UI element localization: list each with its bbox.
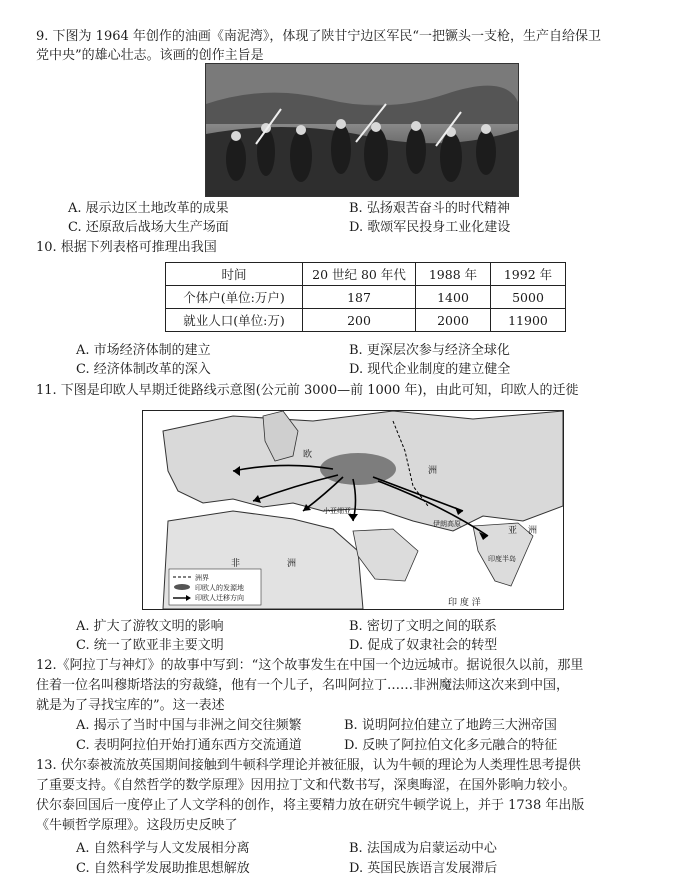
nanniwan-painting — [205, 63, 519, 197]
map-label-asia: 洲 — [428, 466, 438, 476]
table-cell: 5000 — [491, 286, 566, 309]
q10-option-b: B. 更深层次参与经济全球化 — [349, 343, 510, 358]
map-label-iran: 伊朗高原 — [433, 520, 461, 528]
q13-stem-line3: 伏尔泰回国后一度停止了人文学科的创作，将主要精力放在研究牛顿学说上，并于 1738 年出版 — [36, 798, 585, 813]
table-cell: 200 — [303, 309, 416, 332]
table-cell: 11900 — [491, 309, 566, 332]
q12-option-b: B. 说明阿拉伯建立了地跨三大洲帝国 — [344, 718, 557, 733]
map-label-asia2: 亚 — [508, 526, 518, 536]
q9-option-a: A. 展示边区土地改革的成果 — [68, 201, 229, 216]
q9-stem-line2: 党中央”的雄心壮志。该画的创作主旨是 — [36, 48, 264, 63]
table-header-cell: 1992 年 — [491, 263, 566, 286]
map-legend — [169, 569, 261, 605]
table-cell: 就业人口(单位:万) — [166, 309, 303, 332]
legend-origin: 印欧人的发源地 — [195, 584, 244, 592]
q13-stem-line4: 《牛顿哲学原理》。这段历史反映了 — [36, 818, 238, 833]
legend-border: 洲界 — [195, 574, 209, 582]
table-row — [166, 309, 566, 332]
employment-table — [165, 262, 566, 332]
map-label-asia-minor: 小亚细亚 — [323, 507, 351, 515]
q13-option-c: C. 自然科学发展助推思想解放 — [76, 861, 250, 876]
q9-option-d: D. 歌颂军民投身工业化建设 — [349, 220, 511, 235]
q12-option-a: A. 揭示了当时中国与非洲之间交往频繁 — [76, 718, 302, 733]
q12-stem-line1: 12.《阿拉丁与神灯》的故事中写到：“这个故事发生在中国一个边远城市。据说很久以前，那里 — [36, 658, 584, 673]
map-label-africa2: 洲 — [287, 559, 297, 569]
q9-option-b: B. 弘扬艰苦奋斗的时代精神 — [349, 201, 510, 216]
map-label-india: 印度半岛 — [488, 555, 516, 563]
q10-option-a: A. 市场经济体制的建立 — [76, 343, 211, 358]
map-label-europe: 欧 — [303, 450, 313, 460]
table-header-cell: 1988 年 — [416, 263, 491, 286]
table-cell: 个体户(单位:万户) — [166, 286, 303, 309]
map-label-africa: 非 — [231, 559, 241, 569]
q12-option-c: C. 表明阿拉伯开始打通东西方交流通道 — [76, 738, 302, 753]
q10-option-c: C. 经济体制改革的深入 — [76, 362, 211, 377]
q10-stem: 10. 根据下列表格可推理出我国 — [36, 240, 217, 255]
q13-stem-line1: 13. 伏尔泰被流放英国期间接触到牛顿科学理论并被征服，认为牛顿的理论为人类理性思考提供 — [36, 758, 581, 773]
q11-option-b: B. 密切了文明之间的联系 — [349, 619, 497, 634]
q10-option-d: D. 现代企业制度的建立健全 — [349, 362, 511, 377]
table-row — [166, 286, 566, 309]
q11-stem: 11. 下图是印欧人早期迁徙路线示意图(公元前 3000—前 1000 年)，由此可知，印欧人的迁徙 — [36, 383, 579, 398]
migration-map — [142, 410, 564, 610]
map-label-ocean: 印 度 洋 — [448, 598, 481, 608]
table-header-cell: 时间 — [166, 263, 303, 286]
q11-option-a: A. 扩大了游牧文明的影响 — [76, 619, 224, 634]
table-header-row — [166, 263, 566, 286]
table-header-cell: 20 世纪 80 年代 — [303, 263, 416, 286]
q9-stem-line1: 9. 下图为 1964 年创作的油画《南泥湾》，体现了陕甘宁边区军民“一把镢头一支枪，生产自给保卫 — [36, 29, 602, 44]
q11-option-c: C. 统一了欧亚非主要文明 — [76, 638, 224, 653]
q11-option-d: D. 促成了奴隶社会的转型 — [349, 638, 498, 653]
legend-route: 印欧人迁移方向 — [195, 594, 244, 602]
table-cell: 1400 — [416, 286, 491, 309]
q13-option-a: A. 自然科学与人文发展相分离 — [76, 841, 250, 856]
map-label-asia3: 洲 — [528, 526, 538, 536]
q13-option-d: D. 英国民族语言发展滞后 — [349, 861, 498, 876]
q13-stem-line2: 了重要支持。《自然哲学的数学原理》因用拉丁文和代数书写，深奥晦涩，在国外影响力较小。 — [36, 778, 576, 793]
q12-stem-line2: 住着一位名叫穆斯塔法的穷裁缝，他有一个儿子，名叫阿拉丁……非洲魔法师这次来到中国， — [36, 678, 570, 693]
table-cell: 2000 — [416, 309, 491, 332]
q13-option-b: B. 法国成为启蒙运动中心 — [349, 841, 497, 856]
q12-stem-line3: 就是为了寻找宝库的”。这一表述 — [36, 698, 225, 713]
q12-option-d: D. 反映了阿拉伯文化多元融合的特征 — [344, 738, 558, 753]
table-cell: 187 — [303, 286, 416, 309]
q9-option-c: C. 还原敌后战场大生产场面 — [68, 220, 229, 235]
